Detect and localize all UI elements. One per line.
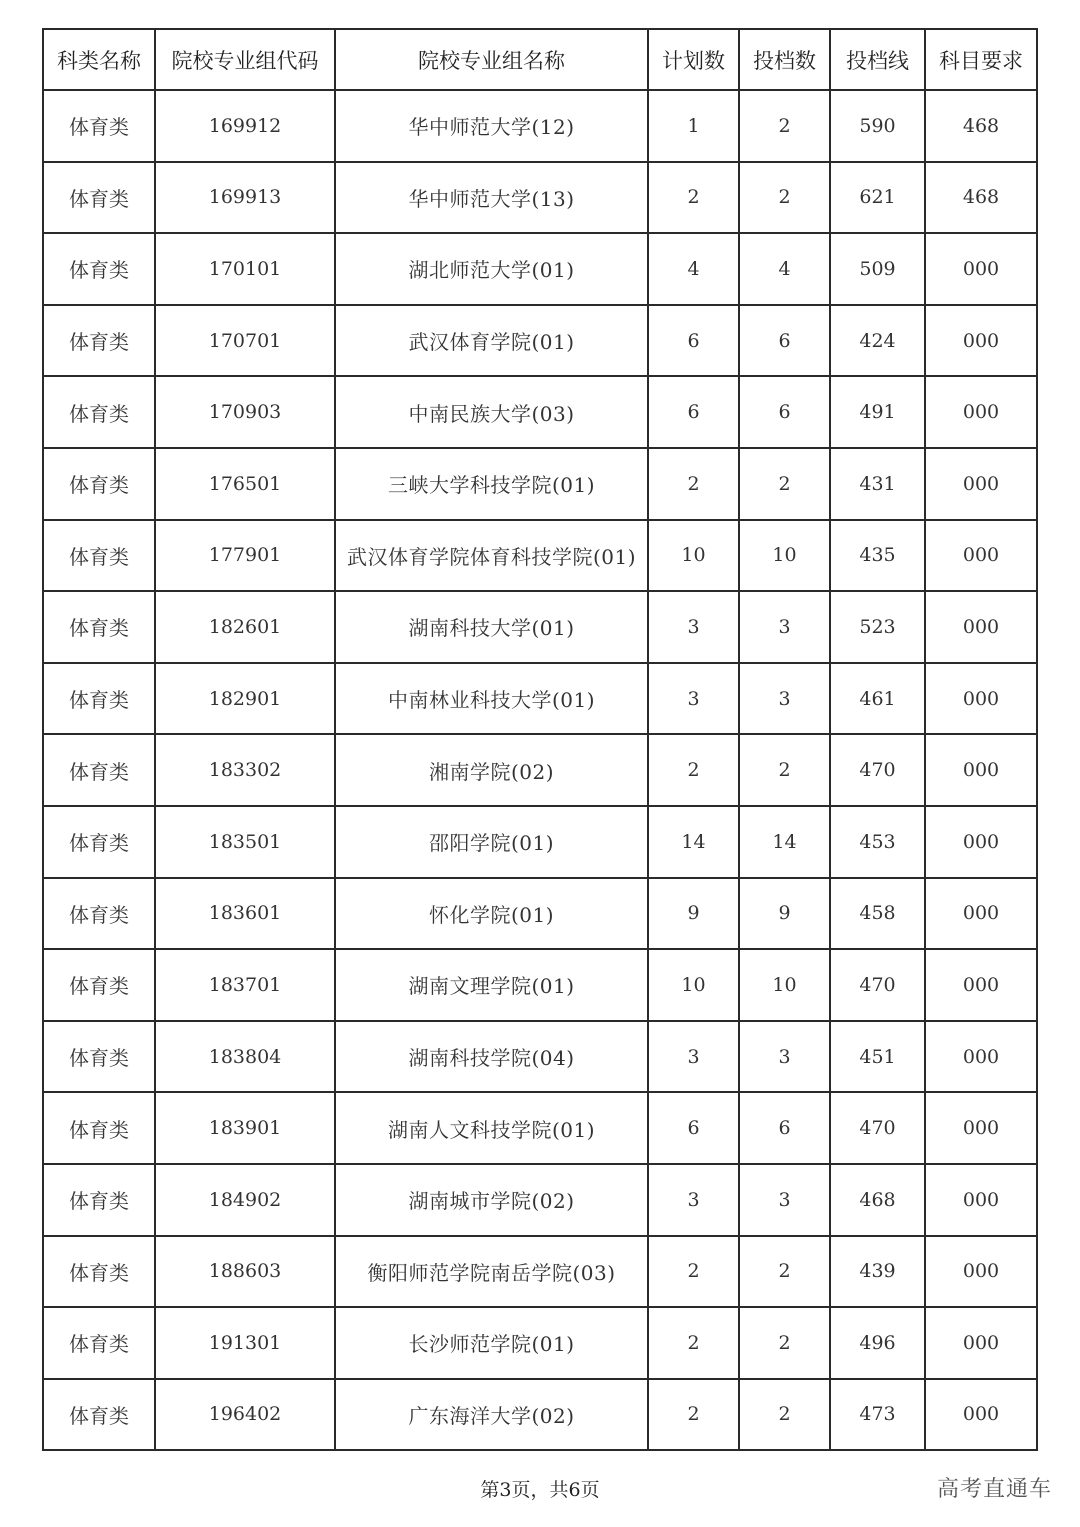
cell-filed-count: 3 <box>739 663 830 735</box>
cell-filed-count: 2 <box>739 1236 830 1308</box>
cell-filed-count: 9 <box>739 878 830 950</box>
table-row <box>43 1307 1037 1379</box>
cell-filed-count: 2 <box>739 1379 830 1451</box>
cell-group-name: 广东海洋大学(02) <box>335 1379 648 1451</box>
cell-cutoff-score: 435 <box>830 520 925 592</box>
cell-group-name: 怀化学院(01) <box>335 878 648 950</box>
table-row <box>43 1379 1037 1451</box>
cell-subject-requirement: 000 <box>925 1164 1037 1236</box>
cell-cutoff-score: 461 <box>830 663 925 735</box>
cell-cutoff-score: 621 <box>830 162 925 234</box>
cell-filed-count: 2 <box>739 1307 830 1379</box>
table-row <box>43 376 1037 448</box>
cell-group-name: 武汉体育学院体育科技学院(01) <box>335 520 648 592</box>
cell-group-name: 中南林业科技大学(01) <box>335 663 648 735</box>
cell-group-name: 湖南科技大学(01) <box>335 591 648 663</box>
cell-filed-count: 2 <box>739 448 830 520</box>
admissions-table <box>42 28 1038 1451</box>
table-row <box>43 1236 1037 1308</box>
cell-plan-count: 6 <box>648 376 739 448</box>
cell-group-name: 湖南文理学院(01) <box>335 949 648 1021</box>
cell-category: 体育类 <box>43 162 155 234</box>
cell-cutoff-score: 458 <box>830 878 925 950</box>
cell-plan-count: 14 <box>648 806 739 878</box>
cell-subject-requirement: 000 <box>925 1021 1037 1093</box>
cell-group-code: 183601 <box>155 878 335 950</box>
cell-category: 体育类 <box>43 376 155 448</box>
cell-subject-requirement: 000 <box>925 448 1037 520</box>
cell-subject-requirement: 000 <box>925 1092 1037 1164</box>
cell-category: 体育类 <box>43 878 155 950</box>
cell-group-name: 中南民族大学(03) <box>335 376 648 448</box>
cell-cutoff-score: 453 <box>830 806 925 878</box>
table-body <box>43 90 1037 1450</box>
cell-cutoff-score: 590 <box>830 90 925 162</box>
table-row <box>43 1092 1037 1164</box>
cell-filed-count: 3 <box>739 1021 830 1093</box>
cell-category: 体育类 <box>43 1379 155 1451</box>
table-row <box>43 305 1037 377</box>
cell-subject-requirement: 000 <box>925 305 1037 377</box>
cell-group-name: 华中师范大学(12) <box>335 90 648 162</box>
cell-group-name: 湖南人文科技学院(01) <box>335 1092 648 1164</box>
cell-filed-count: 4 <box>739 233 830 305</box>
cell-category: 体育类 <box>43 305 155 377</box>
table-row <box>43 1021 1037 1093</box>
cell-category: 体育类 <box>43 90 155 162</box>
cell-plan-count: 9 <box>648 878 739 950</box>
cell-plan-count: 2 <box>648 1307 739 1379</box>
cell-filed-count: 10 <box>739 520 830 592</box>
cell-group-code: 170903 <box>155 376 335 448</box>
cell-group-code: 169913 <box>155 162 335 234</box>
cell-plan-count: 1 <box>648 90 739 162</box>
cell-filed-count: 14 <box>739 806 830 878</box>
cell-group-code: 182601 <box>155 591 335 663</box>
table-row <box>43 162 1037 234</box>
header-cutoff-score: 投档线 <box>830 29 925 90</box>
cell-plan-count: 6 <box>648 1092 739 1164</box>
cell-category: 体育类 <box>43 734 155 806</box>
cell-cutoff-score: 491 <box>830 376 925 448</box>
cell-group-code: 170101 <box>155 233 335 305</box>
cell-plan-count: 6 <box>648 305 739 377</box>
header-subject-requirement: 科目要求 <box>925 29 1037 90</box>
cell-filed-count: 6 <box>739 305 830 377</box>
cell-category: 体育类 <box>43 1092 155 1164</box>
table-row <box>43 448 1037 520</box>
header-group-code: 院校专业组代码 <box>155 29 335 90</box>
cell-cutoff-score: 439 <box>830 1236 925 1308</box>
cell-category: 体育类 <box>43 806 155 878</box>
cell-plan-count: 2 <box>648 1379 739 1451</box>
cell-cutoff-score: 470 <box>830 734 925 806</box>
cell-category: 体育类 <box>43 448 155 520</box>
cell-plan-count: 2 <box>648 1236 739 1308</box>
cell-group-name: 湖南城市学院(02) <box>335 1164 648 1236</box>
cell-group-name: 华中师范大学(13) <box>335 162 648 234</box>
table-row <box>43 663 1037 735</box>
cell-category: 体育类 <box>43 1236 155 1308</box>
table-row <box>43 1164 1037 1236</box>
cell-subject-requirement: 000 <box>925 663 1037 735</box>
cell-group-name: 湘南学院(02) <box>335 734 648 806</box>
cell-subject-requirement: 000 <box>925 591 1037 663</box>
cell-plan-count: 3 <box>648 591 739 663</box>
cell-group-code: 188603 <box>155 1236 335 1308</box>
cell-group-name: 邵阳学院(01) <box>335 806 648 878</box>
header-group-name: 院校专业组名称 <box>335 29 648 90</box>
cell-cutoff-score: 424 <box>830 305 925 377</box>
cell-category: 体育类 <box>43 1164 155 1236</box>
cell-subject-requirement: 468 <box>925 90 1037 162</box>
cell-group-code: 196402 <box>155 1379 335 1451</box>
table-row <box>43 949 1037 1021</box>
cell-group-name: 湖北师范大学(01) <box>335 233 648 305</box>
cell-category: 体育类 <box>43 949 155 1021</box>
table-row <box>43 734 1037 806</box>
cell-subject-requirement: 000 <box>925 1236 1037 1308</box>
cell-filed-count: 3 <box>739 1164 830 1236</box>
cell-subject-requirement: 000 <box>925 806 1037 878</box>
cell-group-code: 183501 <box>155 806 335 878</box>
cell-subject-requirement: 000 <box>925 520 1037 592</box>
header-filed-count: 投档数 <box>739 29 830 90</box>
table-row <box>43 878 1037 950</box>
cell-cutoff-score: 431 <box>830 448 925 520</box>
cell-group-code: 184902 <box>155 1164 335 1236</box>
cell-plan-count: 2 <box>648 162 739 234</box>
cell-filed-count: 3 <box>739 591 830 663</box>
cell-filed-count: 6 <box>739 1092 830 1164</box>
cell-group-code: 183804 <box>155 1021 335 1093</box>
table-row <box>43 806 1037 878</box>
cell-group-name: 长沙师范学院(01) <box>335 1307 648 1379</box>
cell-subject-requirement: 000 <box>925 1379 1037 1451</box>
cell-subject-requirement: 468 <box>925 162 1037 234</box>
cell-group-code: 183901 <box>155 1092 335 1164</box>
cell-plan-count: 3 <box>648 663 739 735</box>
cell-cutoff-score: 473 <box>830 1379 925 1451</box>
cell-subject-requirement: 000 <box>925 734 1037 806</box>
cell-cutoff-score: 468 <box>830 1164 925 1236</box>
cell-filed-count: 10 <box>739 949 830 1021</box>
cell-group-name: 衡阳师范学院南岳学院(03) <box>335 1236 648 1308</box>
cell-filed-count: 2 <box>739 162 830 234</box>
cell-plan-count: 2 <box>648 448 739 520</box>
cell-subject-requirement: 000 <box>925 878 1037 950</box>
cell-subject-requirement: 000 <box>925 376 1037 448</box>
header-row <box>43 29 1037 90</box>
cell-plan-count: 3 <box>648 1164 739 1236</box>
cell-group-code: 183302 <box>155 734 335 806</box>
cell-group-name: 武汉体育学院(01) <box>335 305 648 377</box>
cell-category: 体育类 <box>43 663 155 735</box>
cell-category: 体育类 <box>43 233 155 305</box>
header-category: 科类名称 <box>43 29 155 90</box>
cell-category: 体育类 <box>43 520 155 592</box>
cell-category: 体育类 <box>43 591 155 663</box>
cell-group-code: 177901 <box>155 520 335 592</box>
cell-filed-count: 2 <box>739 734 830 806</box>
table-row <box>43 90 1037 162</box>
cell-plan-count: 2 <box>648 734 739 806</box>
cell-group-name: 湖南科技学院(04) <box>335 1021 648 1093</box>
cell-cutoff-score: 523 <box>830 591 925 663</box>
cell-plan-count: 4 <box>648 233 739 305</box>
cell-group-code: 176501 <box>155 448 335 520</box>
cell-group-code: 170701 <box>155 305 335 377</box>
cell-group-code: 191301 <box>155 1307 335 1379</box>
cell-subject-requirement: 000 <box>925 1307 1037 1379</box>
cell-filed-count: 6 <box>739 376 830 448</box>
cell-subject-requirement: 000 <box>925 233 1037 305</box>
cell-category: 体育类 <box>43 1021 155 1093</box>
table-row <box>43 591 1037 663</box>
page-number: 第3页，共6页 <box>480 1479 600 1501</box>
header-plan-count: 计划数 <box>648 29 739 90</box>
cell-group-code: 183701 <box>155 949 335 1021</box>
cell-plan-count: 10 <box>648 949 739 1021</box>
cell-cutoff-score: 470 <box>830 1092 925 1164</box>
cell-plan-count: 3 <box>648 1021 739 1093</box>
cell-cutoff-score: 451 <box>830 1021 925 1093</box>
cell-cutoff-score: 470 <box>830 949 925 1021</box>
cell-filed-count: 2 <box>739 90 830 162</box>
cell-group-code: 182901 <box>155 663 335 735</box>
cell-category: 体育类 <box>43 1307 155 1379</box>
watermark-text: 高考直通车 <box>936 1477 1052 1502</box>
cell-group-code: 169912 <box>155 90 335 162</box>
cell-plan-count: 10 <box>648 520 739 592</box>
table-row <box>43 233 1037 305</box>
cell-subject-requirement: 000 <box>925 949 1037 1021</box>
cell-cutoff-score: 509 <box>830 233 925 305</box>
cell-group-name: 三峡大学科技学院(01) <box>335 448 648 520</box>
cell-cutoff-score: 496 <box>830 1307 925 1379</box>
table-row <box>43 520 1037 592</box>
